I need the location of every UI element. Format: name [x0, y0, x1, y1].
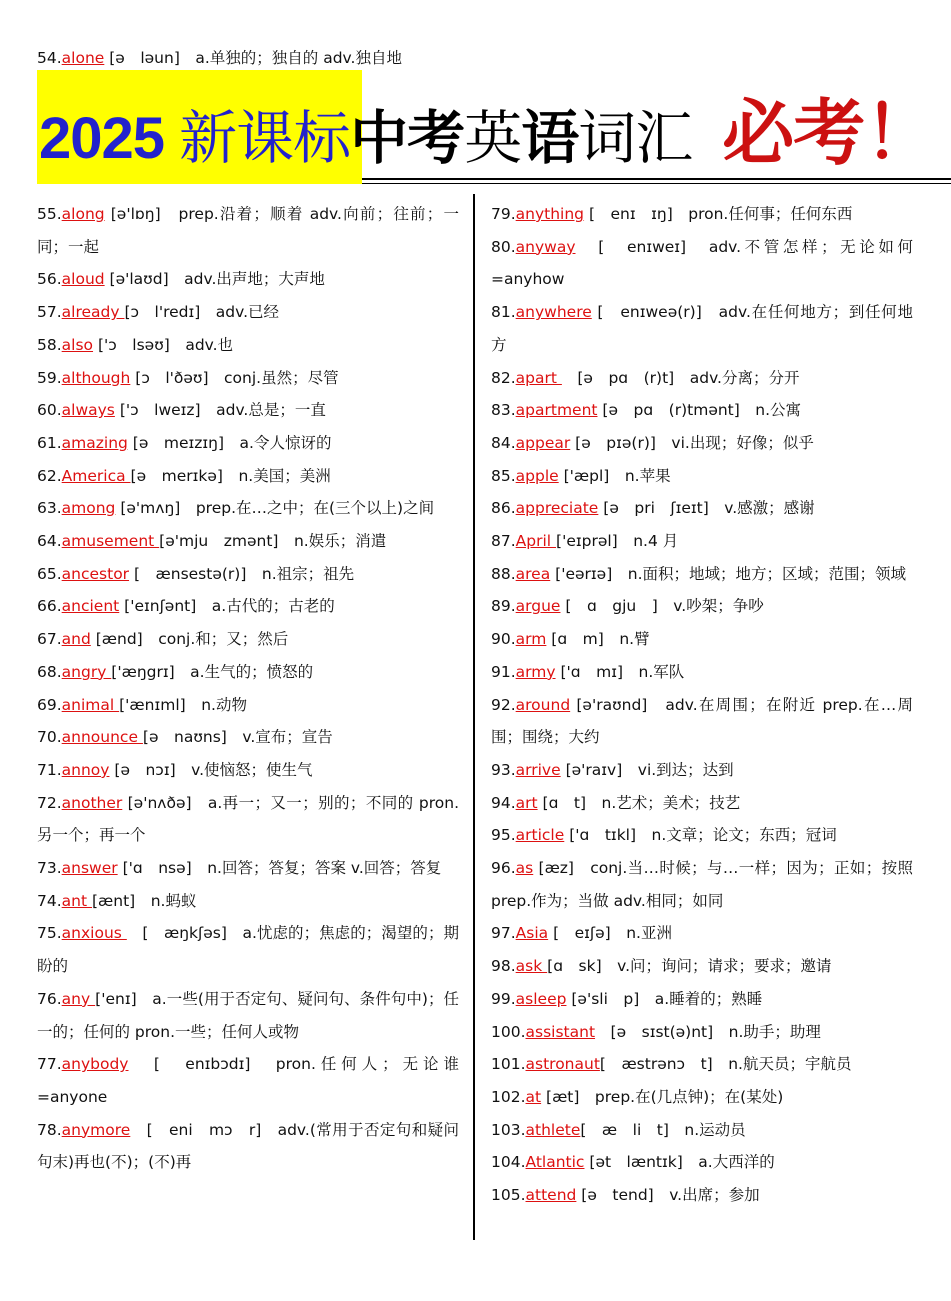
divider-line-thin: [362, 183, 951, 184]
entry-number: 85.: [491, 466, 516, 485]
entry-word: alone: [61, 49, 105, 67]
entry-word: anything: [515, 205, 585, 223]
entry-word: appear: [515, 433, 571, 452]
vocab-entry: [37, 460, 459, 493]
entry-definition: [ə tend] v.出席；参加: [576, 1186, 760, 1205]
entry-definition: [ə'laʊd] adv.出声地；大声地: [104, 270, 325, 289]
entry-definition: [ə ləun] a.单独的；独自的 adv.独自地: [104, 49, 402, 67]
entry-number: 98.: [491, 957, 516, 976]
entry-definition: ['ɔ lsəʊ] adv.也: [93, 335, 234, 354]
vocab-entry: [491, 1081, 913, 1114]
vocab-entry: [491, 460, 913, 493]
title-new-curriculum: 新课标: [179, 104, 351, 172]
entry-number: 59.: [37, 368, 62, 387]
entry-definition: [ enɪweɪ] adv.不管怎样；无论如何 =anyhow: [491, 237, 913, 289]
entry-number: 64.: [37, 532, 62, 551]
vocab-entry: [491, 231, 913, 296]
vocab-entry: [37, 362, 459, 395]
entry-word: argue: [515, 597, 561, 616]
entry-number: 91.: [491, 662, 516, 681]
entry-definition: [æt] prep.在(几点钟)；在(某处): [541, 1087, 784, 1106]
entry-number: 54.: [37, 49, 62, 67]
entry-word: ancient: [61, 597, 120, 616]
entry-number: 80.: [491, 237, 516, 256]
entry-definition: [ə pɑ (r)t] adv.分离；分开: [561, 368, 800, 387]
entry-word: another: [61, 793, 123, 812]
entry-definition: [ə sɪst(ə)nt] n.助手；助理: [595, 1022, 821, 1041]
entry-definition: [ eɪʃə] n.亚洲: [548, 924, 672, 943]
vocab-entry: [37, 394, 459, 427]
entry-number: 60.: [37, 401, 62, 420]
entry-definition: [ə pri ʃɪeɪt] v.感激；感谢: [598, 499, 815, 518]
vocab-entry: [37, 329, 459, 362]
entry-number: 70.: [37, 728, 62, 747]
vocab-entry: [491, 623, 913, 656]
entry-definition: [ə'lɒŋ] prep.沿着；顺着 adv.向前；往前；一同；一起: [37, 205, 459, 256]
title-banner: [37, 70, 951, 188]
entry-definition: [ə'mju zmənt] n.娱乐；消遣: [159, 532, 387, 551]
entry-word: always: [61, 401, 115, 420]
entry-definition: [ enɪbɔdɪ] pron.任何人；无论谁 =anyone: [37, 1055, 459, 1106]
entry-number: 77.: [37, 1055, 62, 1074]
vocab-entry: [491, 525, 913, 558]
vocab-entry: [491, 819, 913, 852]
title-year: 2025: [39, 106, 180, 171]
entry-word: apple: [515, 466, 559, 485]
vocab-entry: [37, 525, 459, 558]
vocab-entry: [37, 1048, 459, 1113]
left-column: [37, 198, 459, 1179]
vocab-entry: [491, 590, 913, 623]
vocab-entry: [491, 427, 913, 460]
vocab-entry: [491, 492, 913, 525]
entry-word: area: [515, 564, 551, 583]
entry-number: 94.: [491, 793, 516, 812]
entry-number: 92.: [491, 695, 516, 714]
entry-definition: [ə merɪkə] n.美国；美洲: [130, 466, 331, 485]
entry-number: 99.: [491, 989, 516, 1008]
entry-number: 58.: [37, 335, 62, 354]
entry-number: 73.: [37, 859, 62, 878]
entry-word: any: [61, 989, 96, 1008]
entry-number: 75.: [37, 924, 62, 943]
vocab-entry: [491, 787, 913, 820]
entry-definition: [ət læntɪk] a.大西洋的: [584, 1153, 775, 1172]
entry-number: 96.: [491, 859, 516, 878]
entry-number: 100.: [491, 1022, 526, 1041]
entry-word: Asia: [515, 924, 549, 943]
entry-number: 57.: [37, 303, 62, 322]
entry-word: amazing: [61, 433, 128, 452]
entry-definition: [ɑ m] n.臂: [546, 630, 650, 649]
entry-definition: ['ɔ lweɪz] adv.总是；一直: [114, 401, 326, 420]
entry-number: 67.: [37, 630, 62, 649]
vocab-entry: [37, 852, 459, 885]
entry-definition: ['æpl] n.苹果: [558, 466, 671, 485]
entry-number: 76.: [37, 989, 62, 1008]
entry-number: 90.: [491, 630, 516, 649]
title-yu: 语: [521, 104, 579, 172]
entry-definition: [ænd] conj.和；又；然后: [90, 630, 289, 649]
entry-number: 62.: [37, 466, 62, 485]
divider-line: [362, 178, 951, 180]
vocab-entry: [37, 623, 459, 656]
entry-definition: [æz] conj.当…时候；与…一样；因为；正如；按照 prep.作为；当做 adv.相同；如同: [491, 859, 913, 910]
title-zhongkao: 中考: [350, 104, 465, 172]
entry-number: 61.: [37, 433, 62, 452]
entry-definition: [ə'raʊnd] adv.在周围；在附近 prep.在…周围；围绕；大约: [491, 695, 913, 747]
entry-word: April: [515, 532, 557, 551]
entry-number: 97.: [491, 924, 516, 943]
entry-definition: [ eni mɔ r] adv.(常用于否定句和疑问句末)再也(不)；(不)再: [37, 1120, 459, 1172]
entry-definition: [ə pɑ (r)tmənt] n.公寓: [597, 401, 802, 420]
right-column: [491, 198, 913, 1212]
title-must-test: 必考！: [722, 91, 936, 175]
vocab-entry: [491, 198, 913, 231]
vocab-entry: [37, 492, 459, 525]
vocab-entry: [37, 689, 459, 722]
vocab-entry: [37, 983, 459, 1048]
entry-word: also: [61, 335, 94, 354]
entry-number: 63.: [37, 499, 62, 518]
vocab-entry: [491, 852, 913, 917]
entry-word: anymore: [61, 1120, 131, 1139]
entry-number: 89.: [491, 597, 516, 616]
entry-word: annoy: [61, 760, 110, 779]
vocab-entry: [491, 1179, 913, 1212]
entry-number: 88.: [491, 564, 516, 583]
entry-number: 55.: [37, 205, 62, 223]
entry-number: 72.: [37, 793, 62, 812]
vocab-entry: [37, 427, 459, 460]
entry-word: arrive: [515, 760, 561, 779]
entry-number: 82.: [491, 368, 516, 387]
entry-number: 74.: [37, 891, 62, 910]
entry-word: arm: [515, 630, 547, 649]
entry-word: astronaut: [525, 1055, 600, 1074]
entry-definition: [ə'raɪv] vi.到达；达到: [560, 760, 734, 779]
entry-word: army: [515, 662, 556, 681]
entry-definition: ['æŋgrɪ] a.生气的；愤怒的: [111, 662, 314, 681]
entry-number: 95.: [491, 826, 516, 845]
vocab-entry: [491, 1048, 913, 1081]
entry-definition: ['enɪ] a.一些(用于否定句、疑问句、条件句中)；任一的；任何的 pron.一些；任何人或物: [37, 989, 460, 1041]
entry-word: answer: [61, 859, 118, 878]
entry-word: apart: [515, 368, 562, 387]
entry-number: 103.: [491, 1120, 526, 1139]
entry-word: already: [61, 303, 125, 322]
entry-word: anywhere: [515, 303, 592, 322]
entry-word: apartment: [515, 401, 598, 420]
entry-definition: [ɔ l'ðəʊ] conj.虽然；尽管: [130, 368, 339, 387]
vocab-entry: [491, 296, 913, 361]
entry-number: 86.: [491, 499, 516, 518]
entry-word: although: [61, 368, 131, 387]
entry-definition: [ə nɔɪ] v.使恼怒；使生气: [109, 760, 313, 779]
entry-number: 66.: [37, 597, 62, 616]
vocab-entry: [491, 689, 913, 754]
entry-word: art: [515, 793, 538, 812]
vocab-entry: [491, 917, 913, 950]
entry-definition: [ æ li t] n.运动员: [580, 1120, 746, 1139]
entry-word: announce: [61, 728, 143, 747]
entry-number: 105.: [491, 1186, 526, 1205]
vocab-entry: [37, 263, 459, 296]
vocab-entry: [491, 394, 913, 427]
vocab-entry: [491, 950, 913, 983]
entry-word: ancestor: [61, 564, 130, 583]
vocab-entry: [491, 1016, 913, 1049]
entry-definition: [ə'mʌŋ] prep.在…之中；在(三个以上)之间: [115, 499, 435, 518]
entry-word: anybody: [61, 1055, 129, 1074]
entry-word: around: [515, 695, 571, 714]
entry-word: angry: [61, 662, 112, 681]
entry-word: aloud: [61, 270, 105, 289]
entry-definition: [ə pɪə(r)] vi.出现；好像；似乎: [570, 433, 814, 452]
vocab-entry: [37, 558, 459, 591]
vocab-entry: [37, 721, 459, 754]
entry-number: 102.: [491, 1087, 526, 1106]
entry-word: at: [525, 1087, 542, 1106]
entry-definition: [ə'sli p] a.睡着的；熟睡: [566, 989, 763, 1008]
entry-number: 78.: [37, 1120, 62, 1139]
entry-word: ask: [515, 957, 548, 976]
entry-word: anxious: [61, 924, 127, 943]
column-divider: [473, 194, 475, 1240]
entry-definition: ['ɑ nsə] n.回答；答复；答案 v.回答；答复: [117, 859, 442, 878]
entry-definition: [ enɪweə(r)] adv.在任何地方；到任何地方: [491, 303, 913, 354]
vocab-entry: [37, 296, 459, 329]
entry-number: 79.: [491, 205, 516, 223]
entry-number: 68.: [37, 662, 62, 681]
vocab-entry: [491, 1114, 913, 1147]
entry-number: 56.: [37, 270, 62, 289]
vocab-entry: [491, 362, 913, 395]
page-title: [39, 91, 936, 175]
entry-definition: [ə meɪzɪŋ] a.令人惊讶的: [127, 433, 332, 452]
entry-definition: [ æŋkʃəs] a.忧虑的；焦虑的；渴望的；期盼的: [37, 924, 459, 976]
entry-word: as: [515, 859, 534, 878]
entry-number: 104.: [491, 1153, 526, 1172]
entry-word: amusement: [61, 532, 160, 551]
entry-word: article: [515, 826, 565, 845]
vocab-entry: [37, 885, 459, 918]
entry-number: 71.: [37, 760, 62, 779]
entry-definition: ['eɪprəl] n.4 月: [556, 532, 679, 551]
entry-word: appreciate: [515, 499, 599, 518]
entry-number: 84.: [491, 433, 516, 452]
vocab-entry: [37, 590, 459, 623]
entry-word: Atlantic: [525, 1153, 585, 1172]
entry-word: assistant: [525, 1022, 596, 1041]
entry-word: ant: [61, 891, 92, 910]
entry-definition: [ɑ t] n.艺术；美术；技艺: [537, 793, 741, 812]
vocab-entry: [37, 1114, 459, 1179]
vocab-entry: [37, 917, 459, 982]
entry-number: 65.: [37, 564, 62, 583]
vocab-entry: [491, 1146, 913, 1179]
entry-number: 87.: [491, 532, 516, 551]
entry-number: 83.: [491, 401, 516, 420]
entry-number: 81.: [491, 303, 516, 322]
vocab-entry: [491, 656, 913, 689]
entry-word: among: [61, 499, 116, 518]
vocab-entry: [37, 754, 459, 787]
vocab-entry: [491, 754, 913, 787]
entry-word: asleep: [515, 989, 567, 1008]
entry-word: and: [61, 630, 91, 649]
entry-word: anyway: [515, 237, 576, 256]
entry-definition: ['ɑ mɪ] n.军队: [555, 662, 685, 681]
entry-definition: [ə naʊns] v.宣布；宣告: [142, 728, 333, 747]
vocab-entry: [37, 198, 459, 263]
entry-definition: [ enɪ ɪŋ] pron.任何事；任何东西: [584, 205, 853, 223]
entry-word: animal: [61, 695, 120, 714]
entry-definition: ['ɑ tɪkl] n.文章；论文；东西；冠词: [564, 826, 837, 845]
vocab-entry: [37, 656, 459, 689]
entry-number: 93.: [491, 760, 516, 779]
entry-word: along: [61, 205, 105, 223]
entry-definition: [ ænsestə(r)] n.祖宗；祖先: [129, 564, 355, 583]
entry-definition: [ə'nʌðə] a.再一；又一；别的；不同的 pron.另一个；再一个: [37, 793, 459, 845]
vocab-entry: [491, 983, 913, 1016]
title-cihui: 词汇: [578, 104, 693, 172]
entry-definition: ['eɪnʃənt] a.古代的；古老的: [119, 597, 335, 616]
entry-number: 101.: [491, 1055, 526, 1074]
entry-definition: ['ænɪml] n.动物: [119, 695, 247, 714]
entry-word: attend: [525, 1186, 577, 1205]
entry-definition: [ æstrənɔ t] n.航天员；宇航员: [599, 1055, 852, 1074]
vocab-entry: [491, 558, 913, 591]
entry-definition: [ɔ l'redɪ] adv.已经: [124, 303, 280, 322]
entry-word: America: [61, 466, 131, 485]
entry-number: 69.: [37, 695, 62, 714]
vocab-entry: [37, 787, 459, 852]
entry-word: athlete: [525, 1120, 581, 1139]
entry-definition: [ænt] n.蚂蚁: [91, 891, 197, 910]
entry-definition: ['eərɪə] n.面积；地域；地方；区域；范围；领域: [550, 564, 907, 583]
entry-definition: [ɑ sk] v.问；询问；请求；要求；邀请: [547, 957, 832, 976]
entry-definition: [ ɑ gju ] v.吵架；争吵: [560, 597, 764, 616]
title-ying: 英: [464, 104, 522, 172]
